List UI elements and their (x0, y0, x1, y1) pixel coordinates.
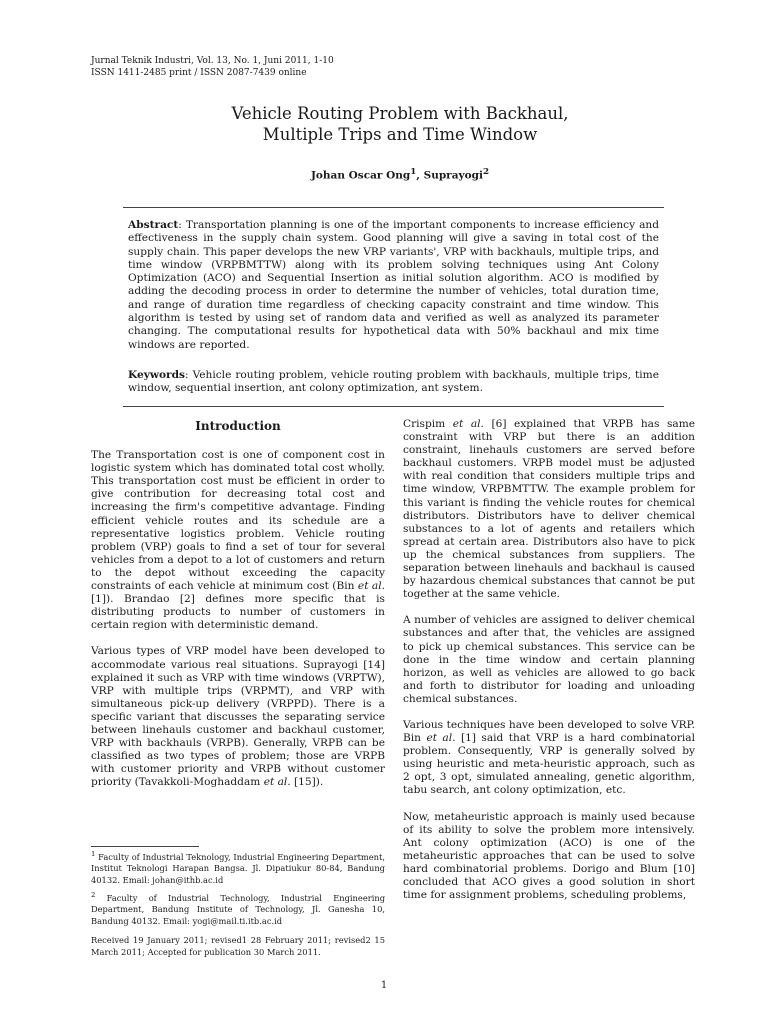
paper-title (120, 103, 680, 145)
author-2: Suprayogi (423, 169, 483, 182)
author-1: Johan Oscar Ong (310, 169, 411, 182)
keywords-label: Keywords (128, 369, 186, 381)
abstract-top-rule (123, 207, 664, 208)
received-dates: Received 19 January 2011; revised1 28 February 2011; revised2 15 March 2011; Accepted for publication 30 March 2011. (91, 935, 385, 957)
footnote-2 (91, 890, 385, 928)
abstract-label: Abstract (128, 219, 179, 231)
keywords-text: : Vehicle routing problem, vehicle routing problem with backhauls, multiple trips, time window, sequential insertion, ant colony optimization, ant system. (128, 369, 659, 395)
author-list (120, 167, 680, 182)
right-p3-start: Various techniques have been developed to solve VRP. Bin (403, 718, 695, 745)
keywords (128, 369, 659, 396)
right-p1-start: Crispim (403, 418, 453, 430)
right-paragraph-2: A number of vehicles are assigned to deliver chemical substances and after that, the vehicles are assigned to pick up chemical substances. This service can be done in the time window and certain planning horizon, as well as vehicles are allowed to go back and forth to distributor for loading and unloading chemical substances. (403, 614, 695, 705)
footnote-1 (91, 849, 385, 887)
footnote-1-marker: 1 (91, 850, 96, 858)
title-line-1: Vehicle Routing Problem with Backhaul, (231, 104, 569, 123)
footnotes (91, 846, 385, 958)
abstract-text: : Transportation planning is one of the important components to increase efficiency and effectiveness in the supply chain system. Good planning will give a saving in total cost of the supply chain. This paper develops the new VRP variants', VRP with backhauls, multiple trips, and time window (VRPBMTTW) along with its problem solving techniques using Ant Colony Optimization (ACO) and Sequential Insertion as initial solution algorithm. ACO is modified by adding the decoding process in order to determine the number of vehicles, total duration time, and range of duration time regardless of checking capacity constraint and time window. This algorithm is tested by using set of random data and verified as well as analyzed its parameter changing. The computational results for hypothetical data with 50% backhaul and mix time windows are reported. (128, 219, 659, 351)
intro-p1-text: The Transportation cost is one of component cost in logistic system which has dominated total cost wholly. This transportation cost must be efficient in order to give contribution for decreasing total cost and increasing the firm's competitive advantage. Finding efficient vehicle routes and its schedule are a representative logistics problem. Vehicle routing problem (VRP) goals to find a set of tour for several vehicles from a depot to a lot of customers and return to the depot without exceeding the capacity constraints of each vehicle at minimum cost (Bin (91, 449, 385, 593)
author-2-affiliation: 2 (482, 167, 490, 177)
intro-p2-etal: et al. (263, 776, 291, 789)
author-separator: , (416, 169, 424, 182)
intro-paragraph-2 (91, 645, 385, 789)
intro-p2-text: Various types of VRP model have been developed to accommodate various real situations. Suprayogi [14] explained it such as VRP with time windows (VRPTW), VRP with multiple trips (VRPMT), and VRP with simultaneous pick-up delivery (VRPPD). There is a specific variant that discusses the separating service between linehauls customer and backhaul customer, VRP with backhauls (VRPB). Generally, VRPB can be classified as two types of problem; those are VRPB with customer priority and VRPB without customer priority (Tavakkoli-Moghaddam (91, 645, 385, 789)
intro-p1-end: [1]). Brandao [2] defines more specific that is distributing products to number of customers in certain region with deterministic demand. (91, 593, 385, 632)
right-paragraph-3 (403, 719, 695, 798)
right-p3-etal: et al. (426, 732, 456, 745)
intro-p1-etal: et al. (357, 580, 386, 593)
footnote-rule (91, 846, 199, 847)
footnote-1-text: Faculty of Industrial Teknology, Industrial Engineering Department, Institut Teknologi Harapan Bangsa. Jl. Dipatiukur 80-84, Bandung 40132. Email: johan@ithb.ac.id (91, 851, 385, 885)
journal-issn: ISSN 1411-2485 print / ISSN 2087-7439 online (91, 68, 307, 78)
title-line-2: Multiple Trips and Time Window (262, 125, 538, 144)
right-paragraph-1 (403, 418, 695, 601)
footnote-2-text: Faculty of Industrial Technology, Industrial Engineering Department, Bandung Institute of Technology, Jl. Ganesha 10, Bandung 40132. Email: yogi@mail.ti.itb.ac.id (91, 892, 385, 926)
footnote-2-marker: 2 (91, 890, 96, 899)
right-p1-etal: et al. (452, 418, 484, 430)
abstract (128, 219, 659, 352)
abstract-bottom-rule (123, 406, 664, 407)
right-column (403, 418, 695, 915)
journal-citation: Jurnal Teknik Industri, Vol. 13, No. 1, Juni 2011, 1-10 (91, 56, 334, 66)
section-heading-introduction: Introduction (195, 419, 281, 433)
page-number: 1 (380, 980, 388, 991)
intro-paragraph-1 (91, 449, 385, 632)
author-1-affiliation: 1 (410, 167, 417, 177)
intro-p2-end: [15]). (290, 776, 324, 789)
right-paragraph-4: Now, metaheuristic approach is mainly used because of its ability to solve the problem more intensively. Ant colony optimization (ACO) is one of the metaheuristic approaches that can be used to solve hard combinatorial problems. Dorigo and Blum [10] concluded that ACO gives a good solution in short time for assignment problems, scheduling problems, (403, 810, 695, 902)
right-p1-end: [6] explained that VRPB has same constraint with VRP but there is an addition constraint, linehauls customers are served before backhaul customers. VRPB model must be adjusted with real condition that considers multiple trips and time window, VRPBMTTW. The example problem for this variant is finding the vehicle routes for chemical distributors. Distributors have to deliver chemical substances to a lot of agents and retailers which spread at certain area. Distributors also have to pick up the chemical substances from suppliers. The separation between linehauls and backhaul is caused by hazardous chemical substances that cannot be put together at the same vehicle. (403, 418, 696, 601)
left-column (91, 418, 385, 802)
journal-header (91, 55, 334, 79)
right-p3-end: [1] said that VRP is a hard combinatorial problem. Consequently, VRP is generally solved by using heuristic and meta-heuristic approach, such as 2 opt, 3 opt, simulated annealing, genetic algorithm, tabu search, ant colony optimization, etc. (403, 732, 695, 797)
